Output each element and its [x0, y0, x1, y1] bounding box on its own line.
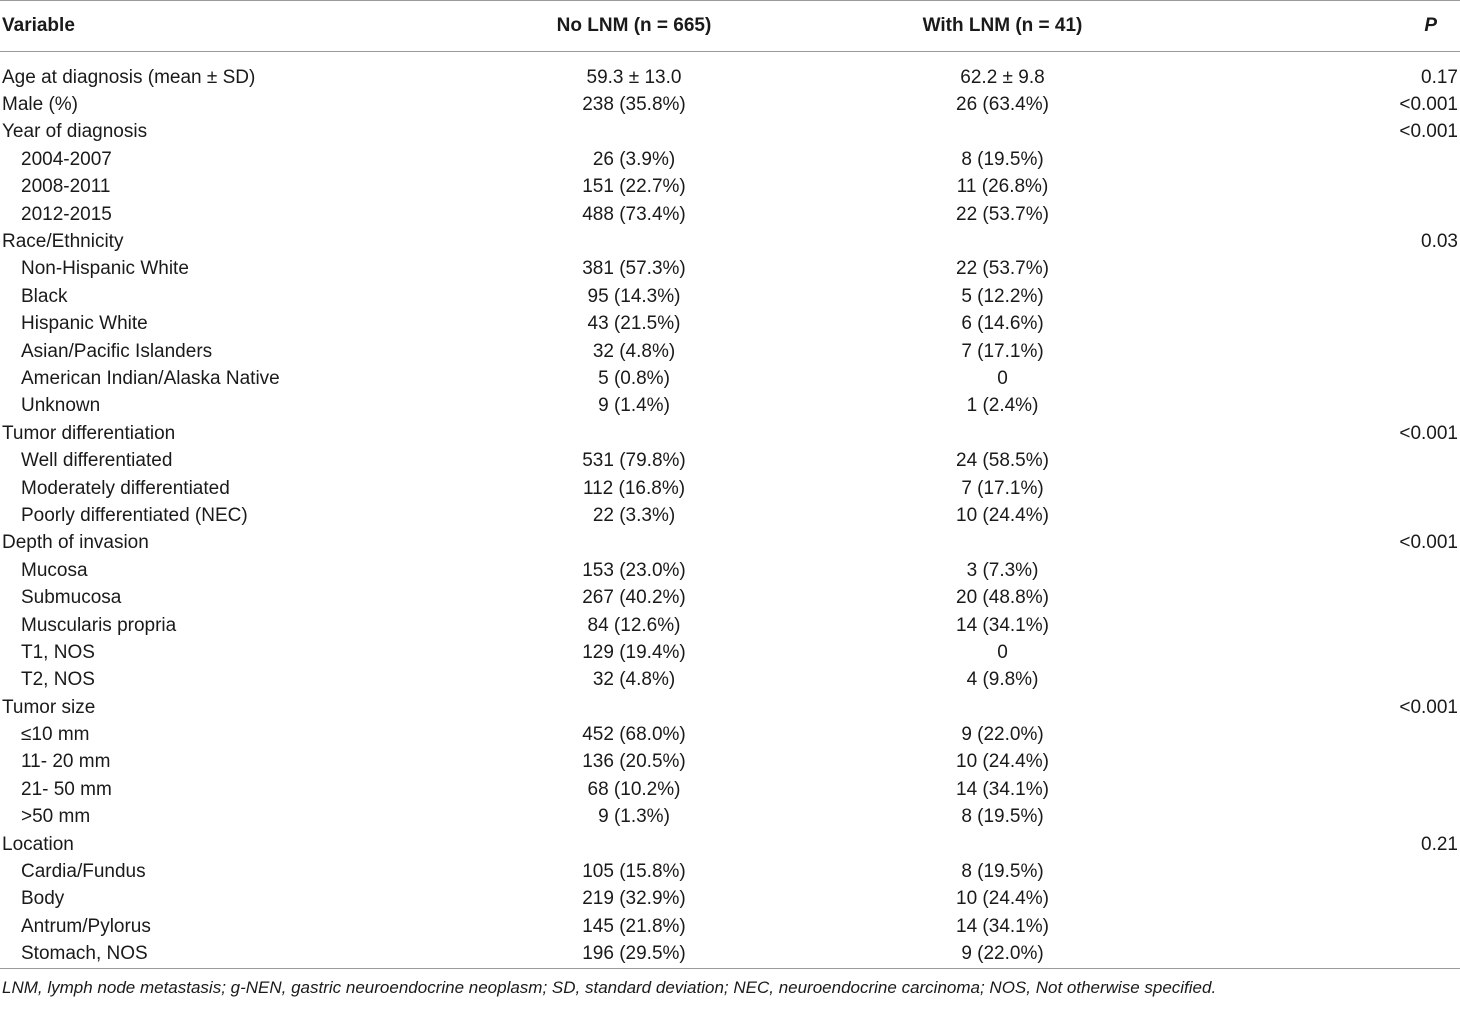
cell-p-value [1280, 913, 1460, 940]
cell-no-lnm: 32 (4.8%) [592, 669, 676, 691]
cell-variable: 2004-2007 [21, 148, 112, 170]
cell-with-lnm: 11 (26.8%) [956, 176, 1049, 198]
cell-p-value [1280, 639, 1460, 666]
cell-variable: 2012-2015 [21, 203, 112, 225]
table-row [0, 886, 1460, 913]
cell-with-lnm: 5 (12.2%) [961, 285, 1044, 307]
cell-no-lnm: 59.3 ± 13.0 [586, 66, 682, 88]
cell-no-lnm: 452 (68.0%) [582, 724, 686, 746]
cell-p-value [1280, 858, 1460, 885]
cell-p-value [1280, 311, 1460, 338]
table-row [0, 639, 1460, 666]
table-row [0, 749, 1460, 776]
cell-with-lnm: 14 (34.1%) [956, 614, 1049, 636]
cell-variable: 11- 20 mm [21, 751, 111, 773]
cell-no-lnm: 267 (40.2%) [582, 587, 686, 609]
table-row [0, 420, 1460, 447]
cell-p-value: 0.17 [1421, 66, 1458, 88]
table-row [0, 941, 1460, 969]
cell-no-lnm [430, 831, 820, 858]
table-row [0, 831, 1460, 858]
cell-variable: Moderately differentiated [21, 477, 230, 499]
table-body [0, 52, 1460, 969]
cell-p-value [1280, 804, 1460, 831]
cell-variable: Cardia/Fundus [21, 861, 146, 883]
cell-with-lnm: 8 (19.5%) [961, 861, 1044, 883]
table-row [0, 694, 1460, 721]
cell-variable: American Indian/Alaska Native [21, 367, 280, 389]
cell-p-value [1280, 256, 1460, 283]
cell-no-lnm [430, 119, 820, 146]
cell-p-value: <0.001 [1399, 121, 1458, 143]
cell-with-lnm: 3 (7.3%) [966, 559, 1039, 581]
cell-no-lnm: 151 (22.7%) [582, 176, 686, 198]
cell-variable: Depth of invasion [2, 532, 149, 554]
cell-no-lnm: 32 (4.8%) [592, 340, 676, 362]
cell-variable: T2, NOS [21, 669, 95, 691]
cell-variable: Mucosa [21, 559, 88, 581]
cell-p-value: <0.001 [1399, 422, 1458, 444]
cell-variable: Non-Hispanic White [21, 258, 189, 280]
cell-with-lnm: 0 [997, 367, 1008, 389]
cell-p-value: 0.03 [1421, 231, 1458, 253]
cell-with-lnm: 10 (24.4%) [956, 888, 1049, 910]
cell-p-value [1280, 447, 1460, 474]
cell-no-lnm [430, 694, 820, 721]
cell-variable: 2008-2011 [21, 176, 111, 198]
cell-no-lnm: 136 (20.5%) [582, 751, 686, 773]
table-row [0, 228, 1460, 255]
cell-p-value [1280, 584, 1460, 611]
cell-no-lnm: 153 (23.0%) [582, 559, 686, 581]
cell-p-value [1280, 502, 1460, 529]
cell-with-lnm: 8 (19.5%) [961, 806, 1044, 828]
cell-no-lnm: 238 (35.8%) [582, 94, 686, 116]
cell-with-lnm: 24 (58.5%) [956, 450, 1049, 472]
cell-with-lnm: 8 (19.5%) [961, 148, 1044, 170]
table-row [0, 584, 1460, 611]
cell-with-lnm: 7 (17.1%) [961, 477, 1044, 499]
cell-no-lnm [430, 530, 820, 557]
cell-with-lnm: 1 (2.4%) [966, 395, 1039, 417]
table-row [0, 502, 1460, 529]
cell-no-lnm: 381 (57.3%) [582, 258, 686, 280]
cell-no-lnm: 219 (32.9%) [582, 888, 686, 910]
cell-p-value: <0.001 [1399, 696, 1458, 718]
cell-with-lnm: 22 (53.7%) [956, 203, 1049, 225]
cell-no-lnm: 112 (16.8%) [582, 477, 686, 499]
cell-with-lnm: 62.2 ± 9.8 [960, 66, 1045, 88]
table-row [0, 667, 1460, 694]
cell-variable: Well differentiated [21, 450, 173, 472]
table-row [0, 447, 1460, 474]
header-no-lnm: No LNM (n = 665) [430, 1, 820, 52]
cell-variable: Age at diagnosis (mean ± SD) [2, 66, 256, 88]
cell-variable: Poorly differentiated (NEC) [21, 504, 248, 526]
cell-variable: 21- 50 mm [21, 778, 112, 800]
cell-variable: Male (%) [2, 94, 79, 116]
table-row [0, 804, 1460, 831]
cell-variable: Tumor size [2, 696, 96, 718]
cell-with-lnm: 14 (34.1%) [956, 778, 1049, 800]
cell-with-lnm: 14 (34.1%) [956, 915, 1049, 937]
cell-with-lnm: 10 (24.4%) [956, 751, 1049, 773]
cell-variable: Black [21, 285, 68, 307]
cell-p-value [1280, 557, 1460, 584]
table-row [0, 913, 1460, 940]
cell-p-value [1280, 174, 1460, 201]
cell-p-value [1280, 283, 1460, 310]
cell-with-lnm: 26 (63.4%) [956, 94, 1049, 116]
cell-variable: Year of diagnosis [2, 121, 148, 143]
table-row [0, 557, 1460, 584]
cell-no-lnm: 488 (73.4%) [582, 203, 686, 225]
cell-no-lnm [430, 420, 820, 447]
table-row [0, 338, 1460, 365]
cell-p-value [1280, 886, 1460, 913]
cell-with-lnm [820, 420, 1280, 447]
header-with-lnm: With LNM (n = 41) [820, 1, 1280, 52]
table-row [0, 858, 1460, 885]
cell-variable: Stomach, NOS [0, 941, 430, 969]
cell-with-lnm [820, 228, 1280, 255]
table-row [0, 91, 1460, 118]
cell-variable: Body [21, 888, 65, 910]
cell-no-lnm: 22 (3.3%) [592, 504, 676, 526]
cell-p-value [1280, 612, 1460, 639]
cell-p-value: <0.001 [1399, 532, 1458, 554]
cell-with-lnm: 6 (14.6%) [961, 313, 1044, 335]
table-row [0, 530, 1460, 557]
header-variable: Variable [0, 1, 430, 52]
cell-with-lnm: 22 (53.7%) [956, 258, 1049, 280]
cell-p-value [1280, 776, 1460, 803]
table-row [0, 475, 1460, 502]
cell-variable: Race/Ethnicity [2, 231, 124, 253]
cell-p-value: <0.001 [1399, 94, 1458, 116]
cell-variable: Location [2, 833, 74, 855]
cell-with-lnm [820, 694, 1280, 721]
cell-p-value [1280, 393, 1460, 420]
cell-no-lnm: 95 (14.3%) [587, 285, 681, 307]
cell-no-lnm: 531 (79.8%) [582, 450, 686, 472]
table-row [0, 365, 1460, 392]
cell-with-lnm [820, 831, 1280, 858]
table-row [0, 283, 1460, 310]
cell-with-lnm: 9 (22.0%) [820, 941, 1280, 969]
spacer-row [0, 52, 1460, 65]
table-header [0, 1, 1460, 52]
table-row [0, 119, 1460, 146]
table-row [0, 146, 1460, 173]
cell-p-value: 0.21 [1421, 833, 1458, 855]
cell-no-lnm: 43 (21.5%) [587, 313, 681, 335]
cell-p-value [1280, 338, 1460, 365]
cell-with-lnm: 7 (17.1%) [961, 340, 1044, 362]
cell-no-lnm: 68 (10.2%) [587, 778, 681, 800]
cell-with-lnm [820, 119, 1280, 146]
cell-variable: Muscularis propria [21, 614, 177, 636]
cell-no-lnm: 26 (3.9%) [592, 148, 676, 170]
table-row [0, 721, 1460, 748]
cell-variable: Unknown [21, 395, 101, 417]
cell-p-value [1280, 667, 1460, 694]
table-row [0, 201, 1460, 228]
cell-variable: ≤10 mm [21, 724, 90, 746]
cell-with-lnm: 20 (48.8%) [956, 587, 1049, 609]
cell-with-lnm: 0 [997, 641, 1008, 663]
cell-p-value [1280, 475, 1460, 502]
cell-no-lnm: 84 (12.6%) [587, 614, 681, 636]
cell-no-lnm: 9 (1.3%) [598, 806, 670, 828]
table-row [0, 776, 1460, 803]
cell-with-lnm: 9 (22.0%) [961, 724, 1044, 746]
cell-variable: T1, NOS [21, 641, 95, 663]
header-p-value: P [1280, 1, 1460, 52]
cell-variable: >50 mm [21, 806, 91, 828]
cell-variable: Submucosa [21, 587, 122, 609]
cell-p-value [1280, 749, 1460, 776]
cell-p-value [1280, 941, 1460, 969]
table-footnote: LNM, lymph node metastasis; g-NEN, gastric neuroendocrine neoplasm; SD, standard deviation; NEC, neuroendocrine carcinoma; NOS, Not otherwise specified. [2, 977, 1217, 997]
cell-with-lnm: 10 (24.4%) [956, 504, 1049, 526]
table-row [0, 64, 1460, 91]
table-row [0, 612, 1460, 639]
cell-no-lnm: 9 (1.4%) [598, 395, 670, 417]
cell-no-lnm [430, 228, 820, 255]
cell-variable: Tumor differentiation [2, 422, 176, 444]
cell-no-lnm: 145 (21.8%) [582, 915, 686, 937]
header-row [0, 1, 1460, 52]
cell-p-value [1280, 201, 1460, 228]
cell-no-lnm: 5 (0.8%) [598, 367, 670, 389]
cell-variable: Asian/Pacific Islanders [21, 340, 213, 362]
cell-no-lnm: 196 (29.5%) [430, 941, 820, 969]
cell-variable: Antrum/Pylorus [21, 915, 151, 937]
cell-with-lnm: 4 (9.8%) [966, 669, 1039, 691]
cell-with-lnm [820, 530, 1280, 557]
table-row [0, 311, 1460, 338]
cell-p-value [1280, 146, 1460, 173]
cell-variable: Hispanic White [21, 313, 148, 335]
table-row [0, 393, 1460, 420]
cell-no-lnm: 105 (15.8%) [582, 861, 686, 883]
cell-p-value [1280, 721, 1460, 748]
table-row [0, 256, 1460, 283]
cell-p-value [1280, 365, 1460, 392]
table-row [0, 174, 1460, 201]
cell-no-lnm: 129 (19.4%) [582, 641, 686, 663]
